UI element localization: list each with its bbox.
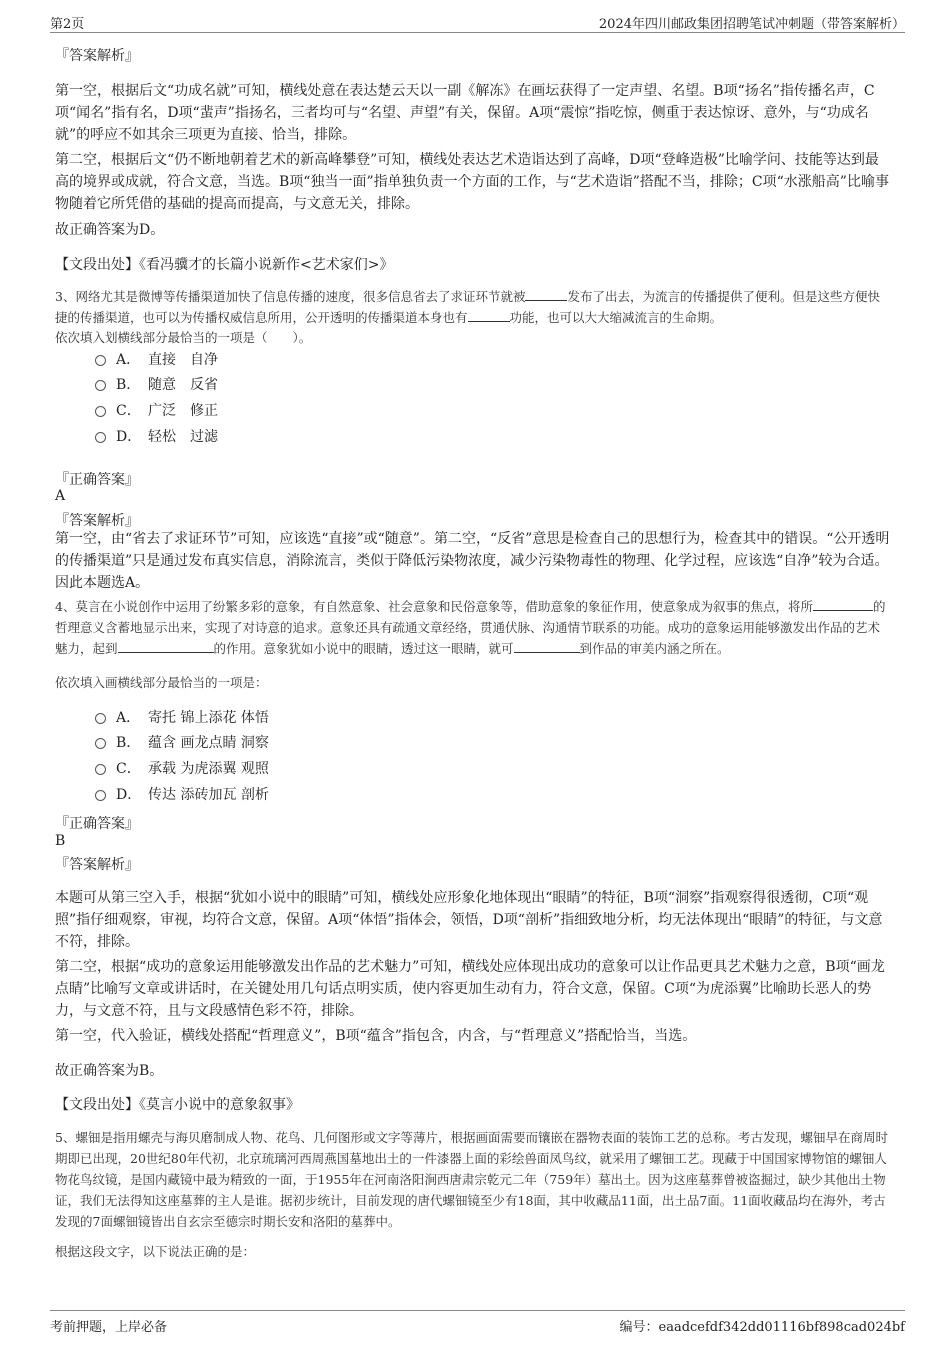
q3-option-d[interactable]: D． 轻松 过滤 — [95, 427, 218, 447]
q4-answer: B — [55, 833, 66, 849]
q4-blank-1 — [813, 610, 873, 611]
q4-analysis-para2: 第二空，根据“成功的意象运用能够激发出作品的艺术魅力”可知，横线处应体现出成功的意象可以让作品更具艺术魅力之意，B项“画龙点睛”比喻写文章或讲话时，在关键处用几句话点明实质，使内容更加生动有力，符合文意，保留。C项“为虎添翼”比喻助长恶人的势力，与文意不符，且与文段感情色彩不符，排除。 — [55, 959, 885, 1019]
q3-prompt: 依次填入划横线部分最恰当的一项是（ ）。 — [55, 330, 312, 345]
document-id: 编号：eaadcefdf342dd01116bf898cad024bf — [619, 1320, 905, 1335]
q4-stem-part2: 的哲理意义含蓄地显示出来，实现了对诗意的追求。意象还具有疏通文章经络，贯通伏脉、沟通情节联系的功能。成功的意象运用能够激发出作品的艺术魅力，起到 — [55, 599, 886, 656]
q4-option-b[interactable]: B． 蕴含 画龙点睛 洞察 — [95, 733, 269, 753]
radio-icon[interactable] — [95, 738, 106, 749]
q3-stem — [55, 286, 890, 328]
q4-analysis-para1: 本题可从第三空入手，根据“犹如小说中的眼睛”可知，横线处应形象化地体现出“眼睛”的特征，B项“洞察”指观察得很透彻，C项“观照”指仔细观察，审视，均符合文意，保留。A项“体悟”指体会，领悟，D项“剖析”指细致地分析，均无法体现出“眼睛”的特征，与文意不符，排除。 — [55, 890, 883, 950]
q5-stem: 5、螺钿是指用螺壳与海贝磨制成人物、花鸟、几何图形或文字等薄片，根据画面需要而镶嵌在器物表面的装饰工艺的总称。考古发现，螺钿早在商周时期即已出现，20世纪80年代初，北京琉璃河西周燕国墓地出土的一件漆器上面的彩绘兽面凤鸟纹，就采用了螺钿工艺。现藏于中国国家博物馆的螺钿人物花鸟纹镜，是国内藏镜中最为精致的一面，于1955年在河南洛阳涧西唐肃宗乾元二年（759年）墓出土。因为这座墓葬曾被盗掘过，缺少其他出土物证，我们无法得知这座墓葬的主人是谁。据初步统计，目前发现的唐代螺钿镜至少有18面，其中收藏品11面，出土品7面。11面收藏品均在海外，考古发现的7面螺钿镜皆出自玄宗至德宗时期长安和洛阳的墓葬中。 — [55, 1130, 888, 1229]
q3-blank-1 — [525, 300, 567, 301]
q4-blank-2 — [118, 652, 214, 653]
q4-analysis-para3: 第一空，代入验证，横线处搭配“哲理意义”，B项“蕴含”指包含，内含，与“哲理意义”搭配恰当，当选。 — [55, 1028, 697, 1044]
q3-option-c[interactable]: C． 广泛 修正 — [95, 401, 218, 421]
q3-option-a[interactable]: A． 直接 自净 — [95, 350, 218, 370]
q4-blank-3 — [514, 652, 580, 653]
radio-icon[interactable] — [95, 713, 106, 724]
q4-answer-label: 『正确答案』 — [55, 816, 139, 832]
q3-blank-2 — [468, 321, 510, 322]
page-footer — [50, 1310, 905, 1337]
footer-slogan: 考前押题，上岸必备 — [50, 1320, 168, 1335]
q4-option-c[interactable]: C． 承载 为虎添翼 观照 — [95, 759, 269, 779]
radio-icon[interactable] — [95, 406, 106, 417]
q4-source: 【文段出处】《莫言小说中的意象叙事》 — [55, 1097, 300, 1113]
q3-answer: A — [55, 488, 66, 504]
q3-option-b[interactable]: B． 随意 反省 — [95, 375, 218, 395]
radio-icon[interactable] — [95, 790, 106, 801]
q4-stem — [55, 596, 890, 659]
q3-stem-part3: 功能，也可以大大缩减流言的生命期。 — [509, 310, 723, 325]
q2-source: 【文段出处】《看冯骥才的长篇小说新作<艺术家们>》 — [55, 257, 394, 273]
q4-conclusion: 故正确答案为B。 — [55, 1063, 164, 1079]
q4-analysis-label: 『答案解析』 — [55, 857, 139, 873]
document-title: 2024年四川邮政集团招聘笔试冲刺题（带答案解析） — [598, 17, 905, 32]
q2-conclusion: 故正确答案为D。 — [55, 222, 165, 238]
q2-analysis-para1: 第一空，根据后文“功成名就”可知，横线处意在表达楚云天以一副《解冻》在画坛获得了一定声望、名望。B项“扬名”指传播名声，C项“闻名”指有名，D项“蜚声”指扬名，三者均可与“名望、声望”有关，保留。A项“震惊”指吃惊，侧重于表达惊讶、意外，与“功成名就”的呼应不如其余三项更为直接、恰当，排除。 — [55, 83, 875, 143]
q2-analysis-label: 『答案解析』 — [55, 48, 139, 64]
q4-stem-part3: 的作用。意象犹如小说中的眼睛，透过这一眼睛，就可 — [213, 641, 514, 656]
q4-prompt: 依次填入画横线部分最恰当的一项是： — [55, 675, 268, 690]
q2-analysis-para2: 第二空，根据后文“仍不断地朝着艺术的新高峰攀登”可知，横线处表达艺术造诣达到了高峰，D项“登峰造极”比喻学问、技能等达到最高的境界或成就，符合文意，当选。B项“独当一面”指单独负责一个方面的工作，与“艺术造诣”搭配不当，排除；C项“水涨船高”比喻事物随着它所凭借的基础的提高而提高，与文意无关，排除。 — [55, 152, 889, 212]
q4-stem-part4: 到作品的审美内涵之所在。 — [579, 641, 730, 656]
q3-stem-part1: 3、网络尤其是微博等传播渠道加快了信息传播的速度，很多信息省去了求证环节就被 — [55, 289, 526, 304]
radio-icon[interactable] — [95, 432, 106, 443]
q3-analysis-label: 『答案解析』 — [55, 513, 139, 529]
q4-option-d[interactable]: D． 传达 添砖加瓦 剖析 — [95, 785, 269, 805]
q3-answer-label: 『正确答案』 — [55, 472, 139, 488]
q4-option-a[interactable]: A． 寄托 锦上添花 体悟 — [95, 708, 269, 728]
q4-stem-part1: 4、莫言在小说创作中运用了纷繁多彩的意象，有自然意象、社会意象和民俗意象等，借助意象的象征作用，使意象成为叙事的焦点，将所 — [55, 599, 813, 614]
radio-icon[interactable] — [95, 380, 106, 391]
radio-icon[interactable] — [95, 355, 106, 366]
page-header — [50, 8, 905, 33]
q3-analysis: 第一空，由“省去了求证环节”可知，应该选“直接”或“随意”。第二空，“反省”意思是检查自己的思想行为，检查其中的错误。“公开透明的传播渠道”只是通过发布真实信息，消除流言，类似于降低污染物浓度，减少污染物毒性的物理、化学过程，应该选“自净”较为合适。因此本题选A。 — [55, 531, 890, 591]
q3-stem-part2: 发布了出去，为流言的传播提供了便利。但是这些方便快捷的传播渠道，也可以为传播权威信息所用，公开透明的传播渠道本身也有 — [55, 289, 880, 325]
radio-icon[interactable] — [95, 764, 106, 775]
page-number: 第2页 — [50, 17, 85, 32]
q5-prompt: 根据这段文字，以下说法正确的是： — [55, 1244, 256, 1259]
